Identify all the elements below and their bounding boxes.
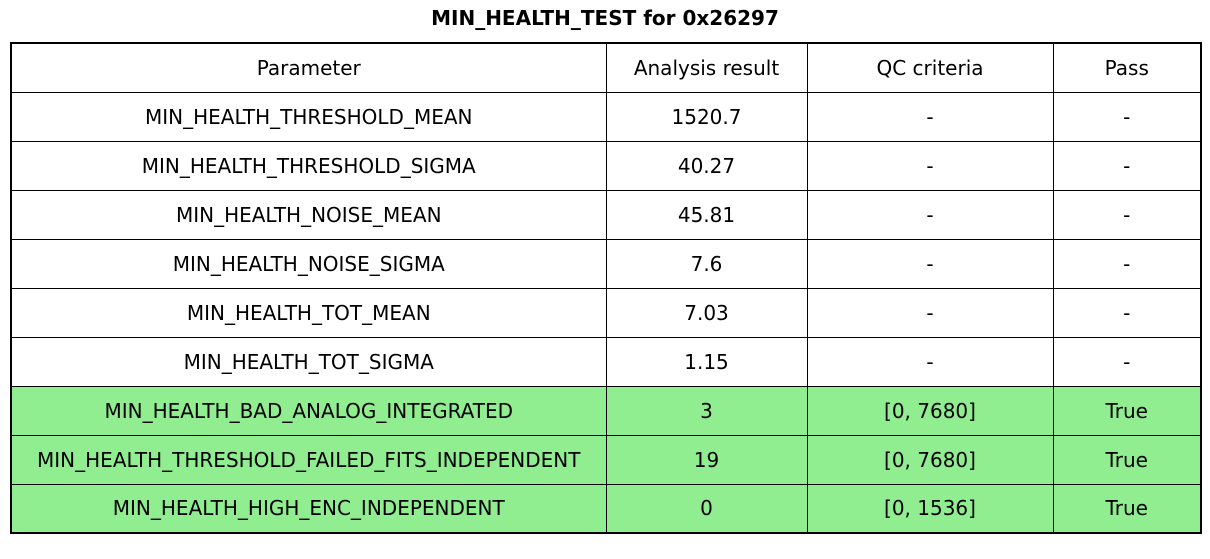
- table-row: [11, 92, 1201, 141]
- cell-parameter: MIN_HEALTH_THRESHOLD_FAILED_FITS_INDEPENDENT: [11, 435, 606, 484]
- page: [0, 6, 1210, 559]
- table-row: [11, 484, 1201, 533]
- cell-analysis-result: 1520.7: [606, 92, 807, 141]
- table-row: [11, 386, 1201, 435]
- cell-parameter: MIN_HEALTH_NOISE_SIGMA: [11, 239, 606, 288]
- cell-pass: True: [1053, 435, 1201, 484]
- table-row: [11, 141, 1201, 190]
- cell-qc-criteria: -: [807, 190, 1053, 239]
- table-header: [11, 43, 1201, 92]
- cell-qc-criteria: -: [807, 288, 1053, 337]
- column-header-parameter: Parameter: [11, 43, 606, 92]
- cell-pass: -: [1053, 337, 1201, 386]
- cell-analysis-result: 19: [606, 435, 807, 484]
- column-header-qc-criteria: QC criteria: [807, 43, 1053, 92]
- qc-table: [10, 42, 1202, 534]
- cell-pass: -: [1053, 141, 1201, 190]
- chart-title: MIN_HEALTH_TEST for 0x26297: [431, 6, 779, 30]
- cell-parameter: MIN_HEALTH_THRESHOLD_SIGMA: [11, 141, 606, 190]
- column-header-pass: Pass: [1053, 43, 1201, 92]
- cell-parameter: MIN_HEALTH_NOISE_MEAN: [11, 190, 606, 239]
- cell-pass: True: [1053, 386, 1201, 435]
- cell-qc-criteria: -: [807, 337, 1053, 386]
- cell-parameter: MIN_HEALTH_TOT_SIGMA: [11, 337, 606, 386]
- cell-analysis-result: 45.81: [606, 190, 807, 239]
- table-row: [11, 288, 1201, 337]
- cell-pass: -: [1053, 288, 1201, 337]
- cell-analysis-result: 7.6: [606, 239, 807, 288]
- cell-analysis-result: 3: [606, 386, 807, 435]
- cell-qc-criteria: -: [807, 92, 1053, 141]
- header-row: [11, 43, 1201, 92]
- cell-analysis-result: 7.03: [606, 288, 807, 337]
- cell-qc-criteria: -: [807, 141, 1053, 190]
- cell-parameter: MIN_HEALTH_TOT_MEAN: [11, 288, 606, 337]
- cell-parameter: MIN_HEALTH_BAD_ANALOG_INTEGRATED: [11, 386, 606, 435]
- cell-pass: -: [1053, 239, 1201, 288]
- table-row: [11, 435, 1201, 484]
- cell-parameter: MIN_HEALTH_HIGH_ENC_INDEPENDENT: [11, 484, 606, 533]
- table-row: [11, 337, 1201, 386]
- table-row: [11, 239, 1201, 288]
- column-header-analysis-result: Analysis result: [606, 43, 807, 92]
- cell-analysis-result: 40.27: [606, 141, 807, 190]
- cell-pass: -: [1053, 92, 1201, 141]
- cell-qc-criteria: [0, 7680]: [807, 386, 1053, 435]
- cell-analysis-result: 0: [606, 484, 807, 533]
- cell-qc-criteria: [0, 7680]: [807, 435, 1053, 484]
- cell-pass: -: [1053, 190, 1201, 239]
- cell-pass: True: [1053, 484, 1201, 533]
- table-row: [11, 190, 1201, 239]
- cell-parameter: MIN_HEALTH_THRESHOLD_MEAN: [11, 92, 606, 141]
- table-body: [11, 92, 1201, 533]
- cell-qc-criteria: -: [807, 239, 1053, 288]
- cell-analysis-result: 1.15: [606, 337, 807, 386]
- cell-qc-criteria: [0, 1536]: [807, 484, 1053, 533]
